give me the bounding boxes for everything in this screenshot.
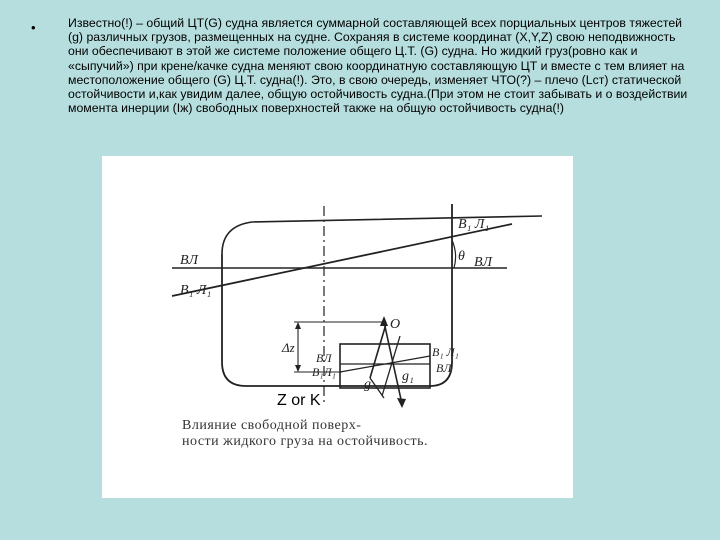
dim-arrow-top bbox=[295, 322, 301, 329]
tank bbox=[340, 344, 430, 388]
label-o: О bbox=[390, 317, 401, 332]
body-paragraph: Известно(!) – общий ЦТ(G) судна является суммарной составляющей всех порциальных центров тяжестей (g) различных грузов, размещенных на судне. Сохраняя в системе координат (X,Y,Z) свою неподвижность они обеспечивают в этой же системе положение общего Ц.Т. (G) судна. Но жидкий груз(ровно как и «сыпучий») при крене/качке судна меняют свою координатную составляющую ЦТ и вместе с тем влияет на местоположение общего (G) Ц.Т. судна(!). Это, в свою очередь, изменяет ЧТО(?) – плечо (Lст) статической остойчивости и,как увидим далее, общую остойчивость судна.(При этом не стоит забывать и о воздействии момента инерции (Iж) свободных поверхностей также на общую остойчивость судна(!) bbox=[68, 16, 688, 116]
label-vl-tank: ВЛ bbox=[316, 351, 332, 365]
z-or-k-label: Z or K bbox=[277, 392, 321, 409]
label-g1: g₁ bbox=[402, 369, 414, 384]
bullet-point: • bbox=[31, 20, 36, 35]
label-theta: θ bbox=[458, 249, 465, 264]
label-dz: Δz bbox=[282, 340, 295, 355]
dim-arrow-bottom bbox=[295, 365, 301, 372]
stability-diagram bbox=[102, 156, 573, 498]
arrow-head-bottom bbox=[397, 398, 406, 408]
label-vl-tank-right: ВЛ bbox=[436, 361, 452, 375]
arrow-head-o bbox=[380, 316, 388, 326]
force-line-1 bbox=[384, 322, 402, 404]
force-line-2 bbox=[370, 324, 386, 378]
deck-line bbox=[222, 216, 542, 254]
label-vl-right: ВЛ bbox=[474, 255, 493, 270]
label-vl-left: ВЛ bbox=[180, 253, 199, 268]
force-line-4 bbox=[382, 336, 400, 396]
label-b1l1-tank-right: B₁ Л₁ bbox=[432, 345, 459, 359]
label-b1l1-left: B₁ Л₁ bbox=[180, 283, 212, 298]
label-b1l1-top: B₁ Л₁ bbox=[458, 217, 490, 232]
label-g: g bbox=[364, 377, 371, 392]
label-b1l1-tank: B₁Л₁ bbox=[312, 365, 336, 379]
figure-caption: Влияние свободной поверх- ности жидкого груза на остойчивость. bbox=[182, 418, 429, 449]
